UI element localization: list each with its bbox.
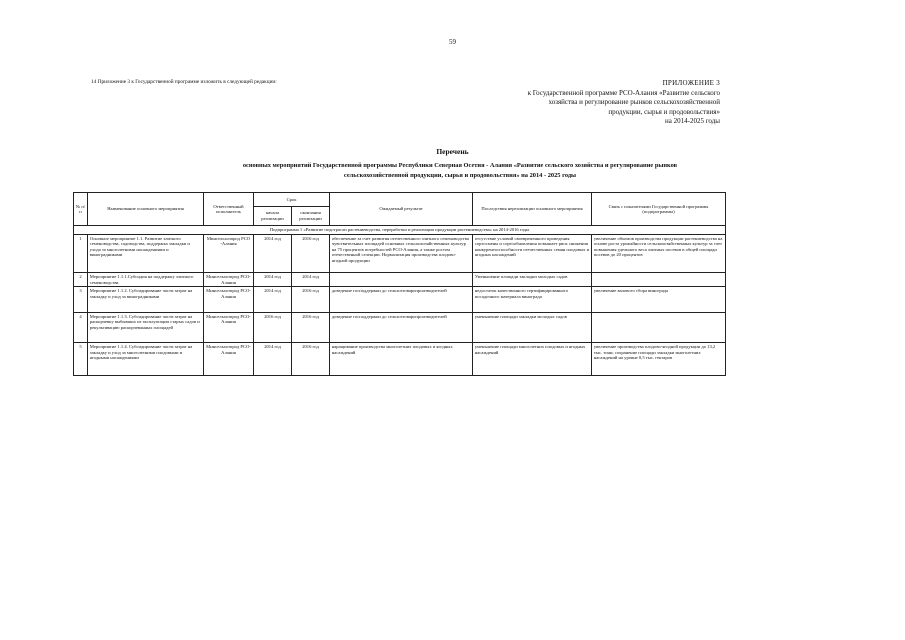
cell-result: обеспечение за счет развития отечественного элитного семеноводства чувствительных площадей основных сельскохозяйственных культур на 75 процентов потребностей РСО-Алания, а также ростом отечественной селекции. Нормализация производства плодово-ягодной продукции (330, 234, 473, 273)
cell-result: доведение господдержки до сельхозтоваропроизводителей (330, 312, 473, 343)
header-consequences: Последствия нереализации основного мероприятия (473, 193, 592, 226)
cell-consequences: Уменьшение площади закладки молодых садов (473, 273, 592, 287)
subtitle-line: сельскохозяйственной продукции, сырья и продовольствия» на 2014 - 2025 годы (343, 171, 577, 179)
page-number: 59 (449, 38, 456, 46)
header-link: Связь с показателями Государственной программы (подпрограммы) (592, 193, 726, 226)
cell-name: Основное мероприятие 1.1. Развитие элитного семеноводства, садоводства, поддержка закладки и ухода за многолетними насаждениями и виноградниками (88, 234, 204, 273)
document-subtitle (110, 161, 810, 180)
appendix-heading: ПРИЛОЖЕНИЕ 3 (662, 79, 720, 87)
cell-num: 3 (74, 287, 88, 313)
cell-end: 2016 год (292, 234, 330, 273)
cell-consequences: отсутствие условий своевременного проведения сортосмены и сортообновления повышает риск снижения конкурентоспособности отечественных семян плодовых и ягодных насаждений (473, 234, 592, 273)
cell-end: 2014 год (292, 273, 330, 287)
header-result: Ожидаемый результат (330, 193, 473, 226)
cell-executor: Минсельхозпрод РСО-Алания (204, 312, 254, 343)
cell-result: доведение господдержки до сельхозтоваропроизводителей (330, 287, 473, 313)
cell-link (592, 312, 726, 343)
cell-start: 2016 год (254, 312, 292, 343)
header-num: № п/п (74, 193, 88, 226)
document-title: Перечень (436, 147, 469, 156)
appendix-line: хозяйства и регулирование рынков сельскохозяйственной (548, 98, 720, 106)
header-end: окончания реализации (292, 206, 330, 226)
cell-link: увеличение объемов производства продукции растениеводства на основе роста урожайности сельскохозяйственных культур за счет повышения удельного веса элитных посевов в общей площади посевов до 20 процентов (592, 234, 726, 273)
header-start: начала реализации (254, 206, 292, 226)
cell-executor: Минсельхозпрод РСО-Алания (204, 273, 254, 287)
activities-table (73, 192, 726, 376)
cell-consequences: уменьшение площади закладки молодых садов (473, 312, 592, 343)
appendix-line: к Государственной программе РСО-Алания «Развитие сельского (527, 88, 720, 97)
cell-result: наращивание производства многолетних плодовых и ягодных насаждений (330, 343, 473, 376)
cell-num: 5 (74, 343, 88, 376)
table-row (74, 287, 726, 313)
amendment-intro-text: 14 Приложение 3 к Государственной программе изложить в следующей редакции: (91, 79, 277, 85)
cell-link: увеличение производства плодово-ягодной продукции до 13,2 тыс. тонн; сохранение площади закладки многолетних насаждений на уровне 0,5 тыс. гектаров (592, 343, 726, 376)
cell-end: 2016 год (292, 343, 330, 376)
header-executor: Ответственный исполнитель (204, 193, 254, 226)
cell-result (330, 273, 473, 287)
appendix-line: на 2014-2025 годы (665, 117, 720, 125)
cell-executor: Минсельхозпрод РСО-Алания (204, 343, 254, 376)
subprogram-row (74, 226, 726, 235)
cell-link (592, 273, 726, 287)
cell-start: 2014 год (254, 273, 292, 287)
subprogram-title: Подпрограмма 1 «Развитие подотрасли растениеводства, переработки и реализации продукции растениеводства» на 2014-2016 годы (74, 226, 726, 235)
cell-name: Мероприятие 1.1.4. Субсидирование части затрат на закладку и уход за многолетними плодовыми и ягодными насаждениями (88, 343, 204, 376)
cell-link: увеличение валового сбора винограда (592, 287, 726, 313)
table-header-row (74, 193, 726, 207)
cell-num: 1 (74, 234, 88, 273)
cell-start: 2014 год (254, 234, 292, 273)
header-term: Срок (254, 193, 330, 207)
appendix-header (470, 79, 720, 127)
table-row (74, 234, 726, 273)
table-row (74, 312, 726, 343)
cell-end: 2016 год (292, 287, 330, 313)
cell-num: 2 (74, 273, 88, 287)
cell-consequences: уменьшение площади многолетних плодовых и ягодных насаждений (473, 343, 592, 376)
cell-consequences: недостаток качественного сертифицированного посадочного материала винограда (473, 287, 592, 313)
header-name: Наименование основного мероприятия (88, 193, 204, 226)
table-row (74, 273, 726, 287)
appendix-line: продукции, сырья и продовольствия» (608, 107, 720, 116)
cell-name: Мероприятие 1.1.2. Субсидирование части затрат на закладку и уход за виноградниками (88, 287, 204, 313)
cell-name: Мероприятие 1.1.3. Субсидирование части затрат на раскорчевку выбывших из эксплуатации старых садов и рекультивацию раскорчеванных площадей (88, 312, 204, 343)
subtitle-line: основных мероприятий Государственной программы Республики Северная Осетия - Алания «Развитие сельского хозяйства и регулирование рынков (242, 162, 678, 169)
cell-num: 4 (74, 312, 88, 343)
cell-executor: Минсельхозпрод РСО-Алания (204, 287, 254, 313)
cell-name: Мероприятие 1.1.1.Субсидия на поддержку элитного семеноводства (88, 273, 204, 287)
cell-executor: Минсельхозпрод РСО -Алания (204, 234, 254, 273)
table-row (74, 343, 726, 376)
cell-start: 2014 год (254, 287, 292, 313)
cell-start: 2014 год (254, 343, 292, 376)
cell-end: 2016 год (292, 312, 330, 343)
